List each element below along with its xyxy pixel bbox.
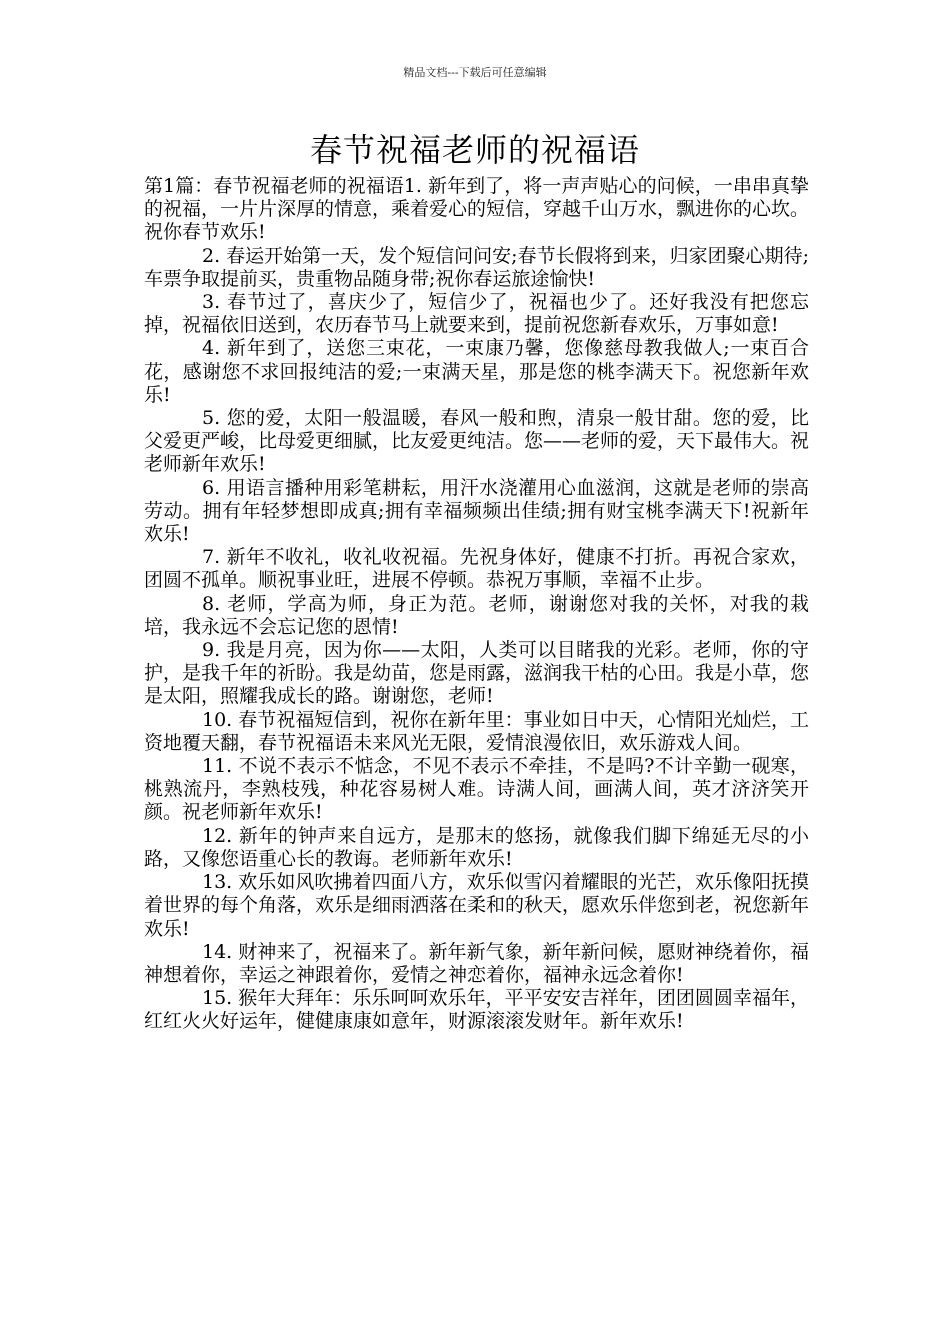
paragraph-10: 10. 春节祝福短信到，祝你在新年里：事业如日中天，心情阳光灿烂，工资地覆天翻，春节祝福语未来风光无限，爱情浪漫依旧，欢乐游戏人间。 — [144, 708, 809, 754]
paragraph-14: 14. 财神来了，祝福来了。新年新气象，新年新问候，愿财神绕着你，福神想着你，幸运之神跟着你，爱情之神恋着你，福神永远念着你! — [144, 940, 809, 986]
document-title: 春节祝福老师的祝福语 — [309, 131, 640, 169]
paragraph-7: 7. 新年不收礼，收礼收祝福。先祝身体好，健康不打折。再祝合家欢，团圆不孤单。顺祝事业旺，进展不停顿。恭祝万事顺，幸福不止步。 — [144, 546, 809, 592]
paragraph-11: 11. 不说不表示不惦念，不见不表示不牵挂，不是吗?不计辛勤一砚寒，桃熟流丹，李熟枝残，种花容易树人难。诗满人间，画满人间，英才济济笑开颜。祝老师新年欢乐! — [144, 755, 809, 824]
paragraph-3: 3. 春节过了，喜庆少了，短信少了，祝福也少了。还好我没有把您忘掉，祝福依旧送到，农历春节马上就要来到，提前祝您新春欢乐，万事如意! — [144, 291, 809, 337]
paragraph-4: 4. 新年到了，送您三束花，一束康乃馨，您像慈母教我做人;一束百合花，感谢您不求回报纯洁的爱;一束满天星，那是您的桃李满天下。祝您新年欢乐! — [144, 337, 809, 406]
paragraph-13: 13. 欢乐如风吹拂着四面八方，欢乐似雪闪着耀眼的光芒，欢乐像阳抚摸着世界的每个角落，欢乐是细雨洒落在柔和的秋天，愿欢乐伴您到老，祝您新年欢乐! — [144, 871, 810, 940]
paragraph-15: 15. 猴年大拜年：乐乐呵呵欢乐年，平平安安吉祥年，团团圆圆幸福年，红红火火好运年，健健康康如意年，财源滚滚发财年。新年欢乐! — [144, 987, 809, 1033]
header-note: 精品文档---下载后可任意编辑 — [403, 66, 547, 79]
paragraph-9: 9. 我是月亮，因为你——太阳，人类可以目睹我的光彩。老师，你的守护，是我千年的祈盼。我是幼苗，您是雨露，滋润我干枯的心田。我是小草，您是太阳，照耀我成长的路。谢谢您，老师! — [144, 639, 810, 708]
paragraph-2: 2. 春运开始第一天，发个短信问问安;春节长假将到来，归家团聚心期待;车票争取提前买，贵重物品随身带;祝你春运旅途愉快! — [144, 244, 809, 290]
paragraph-1: 第1篇：春节祝福老师的祝福语1. 新年到了，将一声声贴心的问候，一串串真挚的祝福，一片片深厚的情意，乘着爱心的短信，穿越千山万水，飘进你的心坎。祝你春节欢乐! — [144, 175, 810, 244]
paragraph-12: 12. 新年的钟声来自远方，是那末的悠扬，就像我们脚下绵延无尽的小路，又像您语重心长的教诲。老师新年欢乐! — [144, 824, 809, 870]
paragraph-5: 5. 您的爱，太阳一般温暖，春风一般和煦，清泉一般甘甜。您的爱，比父爱更严峻，比母爱更细腻，比友爱更纯洁。您——老师的爱，天下最伟大。祝老师新年欢乐! — [144, 407, 810, 476]
paragraph-6: 6. 用语言播种用彩笔耕耘，用汗水浇灌用心血滋润，这就是老师的崇高劳动。拥有年轻梦想即成真;拥有幸福频频出佳绩;拥有财宝桃李满天下!祝新年欢乐! — [144, 476, 809, 546]
paragraph-8: 8. 老师，学高为师，身正为范。老师，谢谢您对我的关怀，对我的栽培，我永远不会忘记您的恩情! — [144, 592, 809, 638]
document-body — [144, 175, 809, 1034]
